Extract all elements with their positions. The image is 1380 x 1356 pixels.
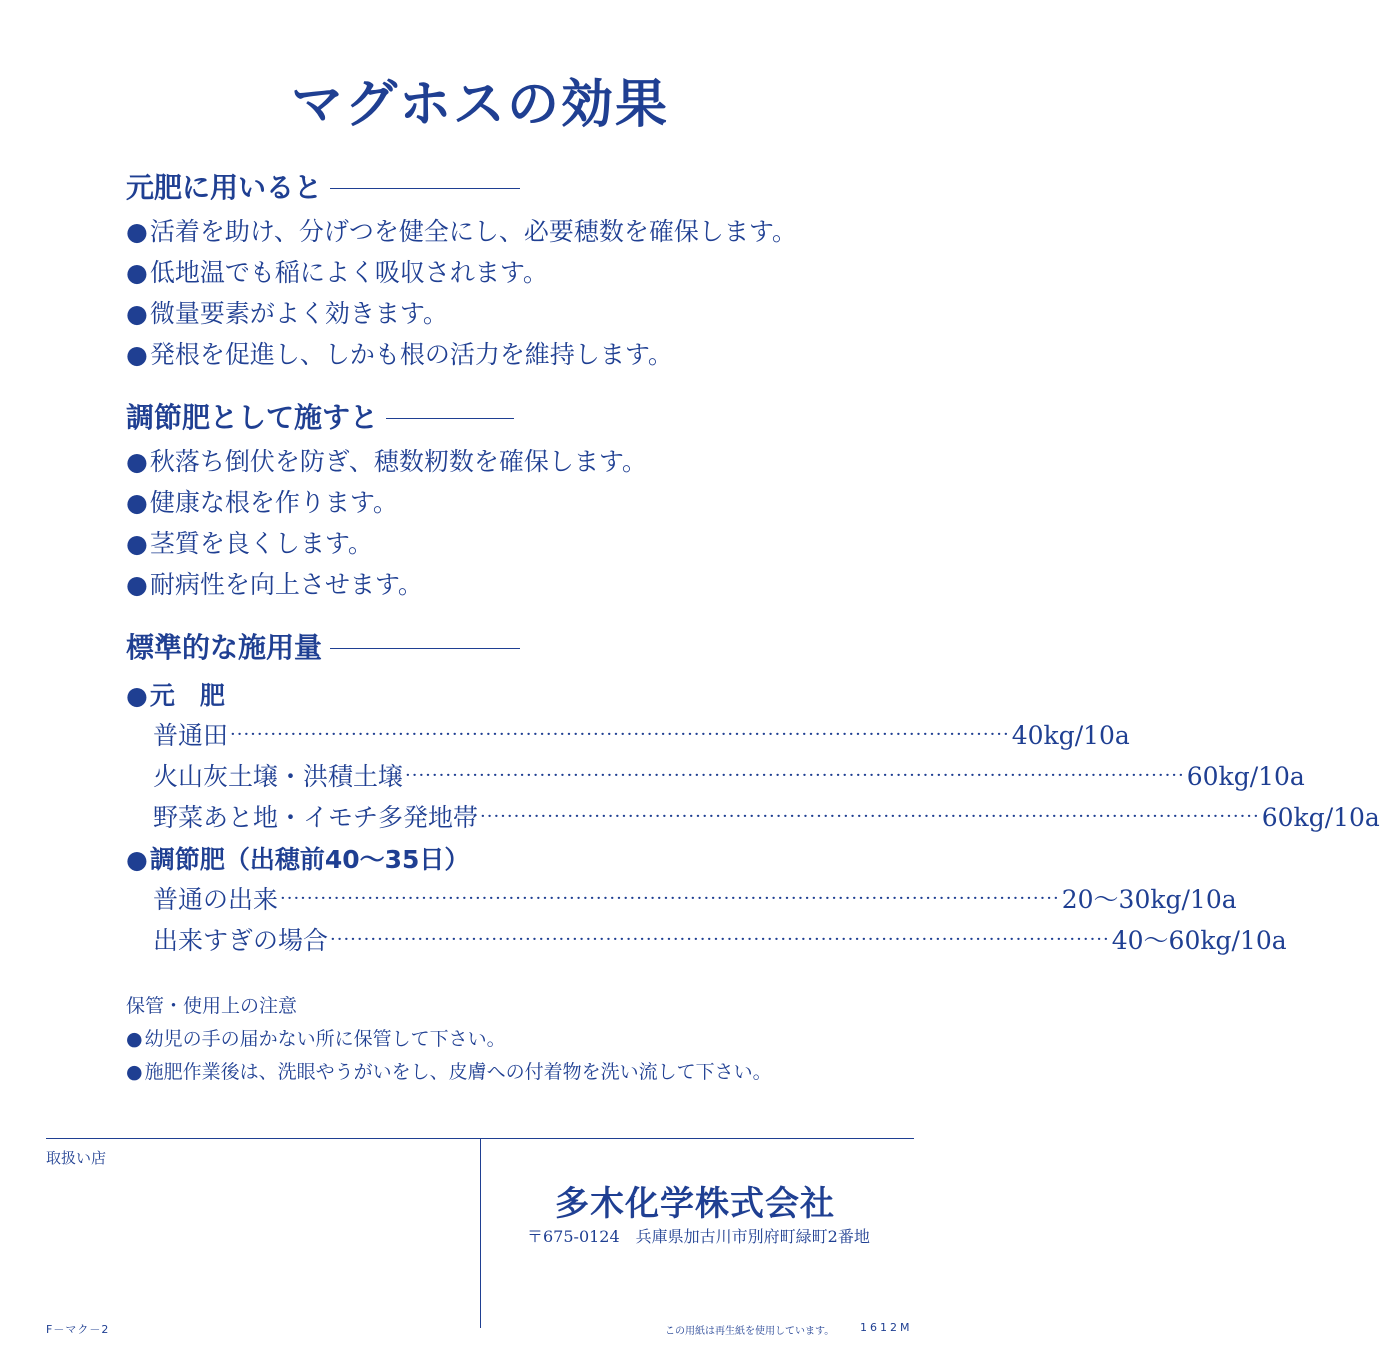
leader-dots: ···················································································································· [230, 724, 1010, 745]
heading-rule [330, 188, 520, 189]
rate-value: 60kg/10a [1261, 803, 1380, 832]
section-heading-label: 標準的な施用量 [126, 631, 323, 664]
bullet-icon: ● [126, 217, 148, 246]
section-heading-label: 元肥に用いると [126, 171, 323, 204]
adjust-effects-list [126, 441, 647, 605]
heading-rule [330, 648, 520, 649]
rate-value: 40kg/10a [1011, 721, 1130, 750]
list-item: ●活着を助け、分げつを健全にし、必要穂数を確保します。 [126, 217, 797, 246]
bullet-icon: ● [126, 258, 148, 287]
rate-name: 普通田 [153, 721, 229, 750]
heading-rule [386, 418, 514, 419]
list-item: ●低地温でも稲によく吸収されます。 [126, 258, 548, 287]
bullet-icon: ● [126, 340, 148, 369]
bullet-icon: ● [126, 488, 148, 517]
bullet-icon: ● [126, 681, 148, 710]
leader-dots: ···················································································································· [330, 929, 1110, 950]
notes-title: 保管・使用上の注意 [126, 995, 298, 1017]
recycled-paper-note: この用紙は再生紙を使用しています。 [665, 1326, 835, 1337]
adjust-subheading: ●調節肥（出穂前40〜35日） [126, 845, 470, 874]
form-code: F－マク－2 [46, 1323, 110, 1336]
list-item: ●茎質を良くします。 [126, 529, 373, 558]
bullet-icon: ● [126, 570, 148, 599]
rate-row [153, 921, 1287, 957]
bullet-icon: ● [126, 845, 148, 874]
page-title: マグホスの効果 [290, 75, 669, 135]
bullet-icon: ● [126, 1061, 143, 1083]
bullet-icon: ● [126, 1028, 143, 1050]
rate-name: 野菜あと地・イモチ多発地帯 [153, 803, 479, 832]
leader-dots: ···················································································································· [405, 765, 1185, 786]
section-heading-basal-effects [126, 166, 520, 206]
section-heading-label: 調節肥として施すと [126, 401, 379, 434]
leader-dots: ···················································································································· [280, 888, 1060, 909]
rate-value: 40〜60kg/10a [1111, 926, 1287, 955]
basal-effects-list [126, 211, 797, 375]
rate-value: 20〜30kg/10a [1061, 885, 1237, 914]
list-item: ●微量要素がよく効きます。 [126, 299, 448, 328]
shop-label: 取扱い店 [46, 1149, 107, 1167]
list-item: ● 幼児の手の届かない所に保管して下さい。 [126, 1028, 506, 1050]
section-heading-application-rates [126, 626, 520, 666]
rate-name: 普通の出来 [153, 885, 279, 914]
rate-name: 火山灰土壌・洪積土壌 [153, 762, 404, 791]
list-item: ● 施肥作業後は、洗眼やうがいをし、皮膚への付着物を洗い流して下さい。 [126, 1061, 772, 1083]
print-code: 1612M [860, 1321, 913, 1334]
list-item: ●健康な根を作ります。 [126, 488, 398, 517]
rate-row [153, 757, 1305, 793]
section-heading-adjust-effects [126, 396, 514, 436]
bullet-icon: ● [126, 529, 148, 558]
list-item: ●耐病性を向上させます。 [126, 570, 423, 599]
rate-row [153, 798, 1380, 834]
company-address: 〒675-0124 兵庫県加古川市別府町緑町2番地 [527, 1227, 870, 1246]
rate-row [153, 716, 1130, 752]
rate-row [153, 880, 1237, 916]
notes-list [126, 1023, 772, 1089]
list-item: ●秋落ち倒伏を防ぎ、穂数籾数を確保します。 [126, 447, 647, 476]
rate-value: 60kg/10a [1186, 762, 1305, 791]
list-item: ●発根を促進し、しかも根の活力を維持します。 [126, 340, 673, 369]
rate-name: 出来すぎの場合 [153, 926, 329, 955]
leader-dots: ···················································································································· [480, 806, 1260, 827]
bullet-icon: ● [126, 299, 148, 328]
company-name: 多木化学株式会社 [555, 1184, 835, 1224]
basal-subheading: ●元 肥 [126, 681, 225, 710]
bullet-icon: ● [126, 447, 148, 476]
footer-vertical-divider [480, 1138, 481, 1328]
